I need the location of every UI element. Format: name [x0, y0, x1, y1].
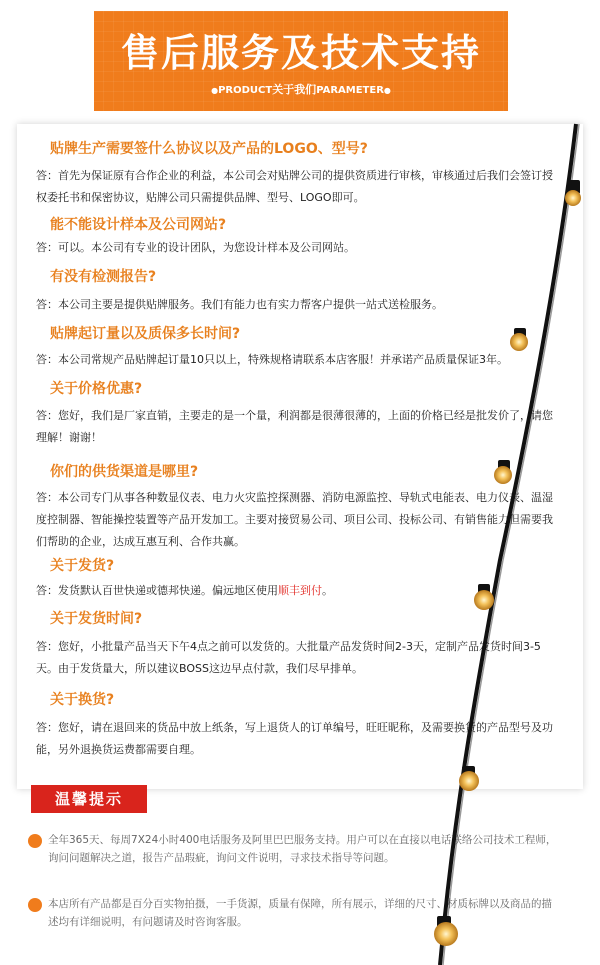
- faq-answer: 答：本公司主要是提供贴牌服务。我们有能力也有实力帮客户提供一站式送检服务。: [36, 298, 443, 311]
- faq-question: 关于发货?: [50, 558, 115, 574]
- answer-text: 答：发货默认百世快递或德邦快递。偏远地区使用: [36, 584, 278, 597]
- answer-highlight: 顺丰到付: [278, 584, 322, 597]
- faq-answer: 答：本公司常规产品贴牌起订量10只以上，特殊规格请联系本店客服！并承诺产品质量保证3年。: [36, 353, 508, 366]
- faq-answer: 答：可以。本公司有专业的设计团队，为您设计样本及公司网站。: [36, 241, 355, 254]
- tip-item: [29, 895, 559, 931]
- faq-question: 贴牌起订量以及质保多长时间?: [50, 326, 241, 342]
- faq-question: 能不能设计样本及公司网站?: [50, 217, 227, 233]
- faq-question: 你们的供货渠道是哪里?: [50, 464, 199, 480]
- faq-answer: [36, 580, 556, 602]
- faq-question: 关于发货时间?: [50, 611, 143, 627]
- dot-left: ●: [211, 86, 219, 95]
- tip-item: [29, 831, 559, 867]
- faq-answer: 答：首先为保证原有合作企业的利益，本公司会对贴牌公司的提供资质进行审核，审核通过后我们会签订授权委托书和保密协议，贴牌公司只需提供品牌、型号、LOGO即可。: [36, 169, 553, 204]
- banner-sub-right: PARAMETER: [316, 85, 384, 96]
- dot-right: ●: [383, 86, 391, 95]
- faq-question: 有没有检测报告?: [50, 269, 157, 285]
- faq-question: 贴牌生产需要签什么协议以及产品的LOGO、型号?: [50, 141, 368, 157]
- faq-question: 关于价格优惠?: [50, 381, 143, 397]
- tips-badge: 温馨提示: [31, 785, 147, 813]
- faq-answer: 答：您好，我们是厂家直销，主要走的是一个量，利润都是很薄很薄的，上面的价格已经是批发价了，请您理解！谢谢！: [36, 409, 553, 444]
- faq-answer: 答：您好，小批量产品当天下午4点之前可以发货的。大批量产品发货时间2-3天，定制产品发货时间3-5天。由于发货量大，所以建议BOSS这边早点付款，我们尽早排单。: [36, 640, 541, 675]
- faq-answer: 答：您好，请在退回来的货品中放上纸条，写上退货人的订单编号，旺旺昵称，及需要换货的产品型号及功能，另外退换货运费都需要自理。: [36, 721, 553, 756]
- banner-title: 售后服务及技术支持: [120, 31, 481, 75]
- tip-text: 本店所有产品都是百分百实物拍摄，一手货源，质量有保障，所有展示，详细的尺寸、材质标牌以及商品的描述均有详细说明，有问题请及时咨询客服。: [48, 898, 552, 928]
- banner-subtitle: [94, 83, 508, 98]
- faq-question: 关于换货?: [50, 692, 115, 708]
- banner-sub-left: PRODUCT: [218, 85, 273, 96]
- tip-text: 全年365天、每周7X24小时400电话服务及阿里巴巴服务支持。用户可以在直接以电话联络公司技术工程师，询问问题解决之道，报告产品瑕疵，询问文件说明，寻求技术指导等问题。: [48, 834, 557, 864]
- header-banner: [94, 11, 508, 111]
- answer-end: 。: [322, 584, 333, 597]
- banner-sub-cn: 关于我们: [272, 83, 317, 96]
- faq-answer: 答：本公司专门从事各种数显仪表、电力火灾监控探测器、消防电源监控、导轨式电能表、电力仪表、温湿度控制器、智能操控装置等产品开发加工。主要对接贸易公司、项目公司、投标公司、有销售能力但需要我们帮助的企业，达成互惠互利、合作共赢。: [36, 491, 553, 548]
